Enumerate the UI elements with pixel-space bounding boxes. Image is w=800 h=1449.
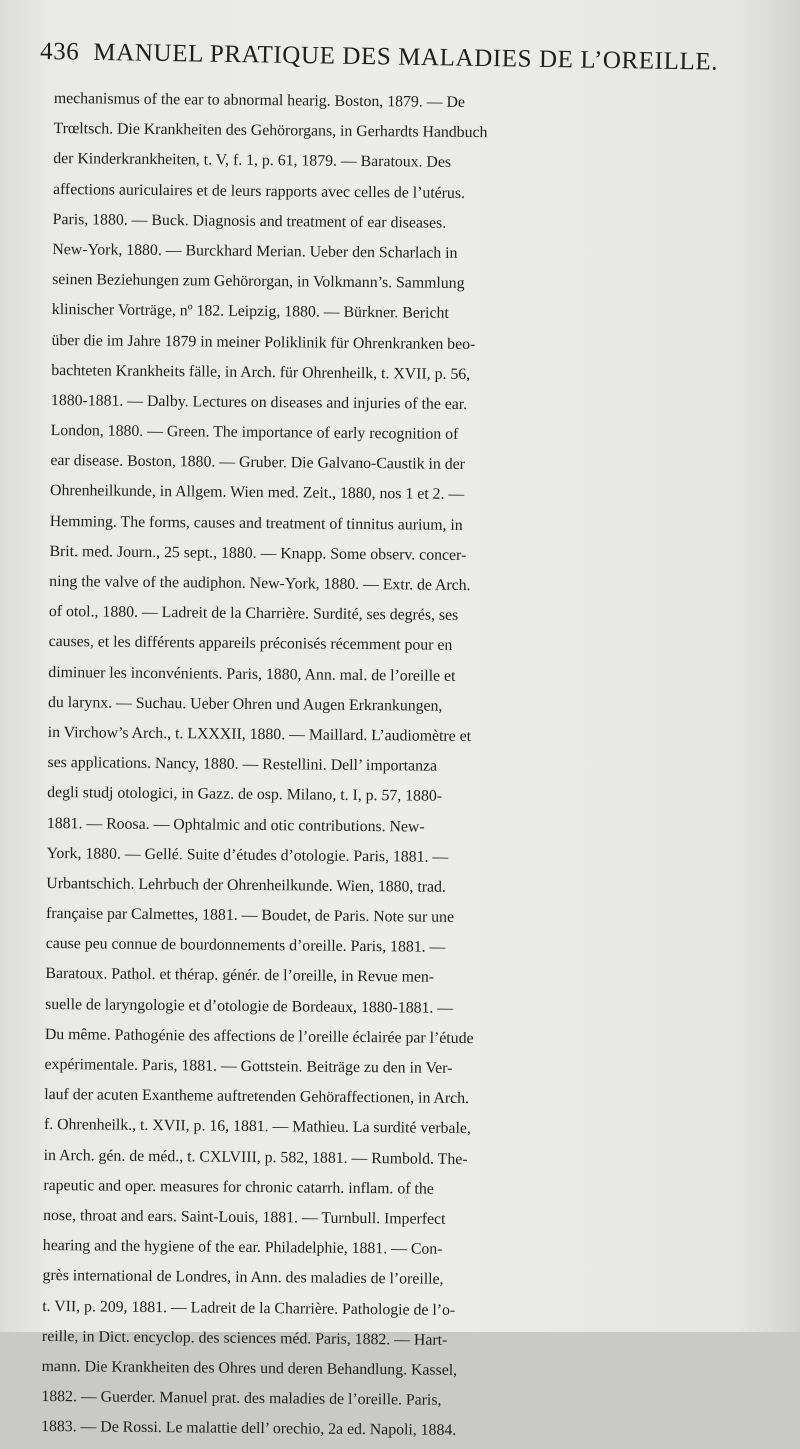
text-line: 1882. — Guerder. Manuel prat. des maladies de l’oreille. Paris, — [41, 1388, 442, 1409]
text-line: Urbantschich. Lehrbuch der Ohrenheilkunde. Wien, 1880, trad. — [46, 874, 446, 896]
text-line: Brit. med. Journ., 25 sept., 1880. — Knapp. Some observ. concer- — [49, 542, 467, 564]
text-line: ear disease. Boston, 1880. — Gruber. Die Galvano-Caustik in der — [50, 452, 466, 474]
text-line: grès international de Londres, in Ann. des maladies de l’oreille, — [42, 1267, 444, 1289]
text-line: bachteten Krankheits fälle, in Arch. für Ohrenheilk, t. XVII, p. 56, — [51, 361, 471, 383]
text-line: 1883. — De Rossi. Le malattie dell’ orechio, 2a ed. Napoli, 1884. — [41, 1418, 457, 1440]
text-line: hearing and the hygiene of the ear. Philadelphie, 1881. — Con- — [42, 1237, 443, 1258]
text-line: Paris, 1880. — Buck. Diagnosis and treatment of ear diseases. — [52, 210, 447, 232]
text-line: reille, in Dict. encyclop. des sciences méd. Paris, 1882. — Hart- — [41, 1327, 448, 1349]
text-line: nose, throat and ears. Saint-Louis, 1881. — Turnbull. Imperfect — [43, 1206, 446, 1228]
page-number: 436 — [39, 38, 80, 66]
text-line: York, 1880. — Gellé. Suite d’études d’otologie. Paris, 1881. — — [46, 844, 449, 866]
text-line: klinischer Vorträge, nº 182. Leipzig, 1880. — Bürkner. Bericht — [51, 301, 449, 323]
text-line: 1881. — Roosa. — Ophtalmic and otic contributions. New- — [46, 814, 425, 836]
bibliography-text — [41, 84, 784, 1449]
running-title: MANUEL PRATIQUE DES MALADIES DE L’OREILLE. — [93, 38, 719, 76]
text-line: 1880-1881. — Dalby. Lectures on diseases and injuries of the ear. — [50, 391, 468, 413]
text-line: t. VII, p. 209, 1881. — Ladreit de la Charrière. Pathologie de l’o- — [42, 1297, 456, 1319]
text-line: du larynx. — Suchau. Ueber Ohren und Augen Erkrankungen, — [47, 693, 443, 715]
text-line: suelle de laryngologie et d’otologie de Bordeaux, 1880-1881. — — [45, 995, 454, 1017]
text-line: der Kinderkrankheiten, t. V, f. 1, p. 61, 1879. — Baratoux. Des — [53, 150, 452, 172]
text-line: in Arch. gén. de méd., t. CXLVIII, p. 582, 1881. — Rumbold. The- — [43, 1146, 468, 1168]
text-line: Baratoux. Pathol. et thérap. génér. de l’oreille, in Revue men- — [45, 965, 435, 987]
text-line: f. Ohrenheilk., t. XVII, p. 16, 1881. — Mathieu. La surdité verbale, — [43, 1116, 471, 1138]
text-line: seinen Beziehungen zum Gehörorgan, in Volkmann’s. Sammlung — [52, 271, 465, 293]
text-line: lauf der acuten Exantheme auftretenden Gehöraffectionen, in Arch. — [44, 1086, 470, 1108]
text-line: cause peu connue de bourdonnements d’oreille. Paris, 1881. — — [45, 935, 446, 957]
text-line: Du même. Pathogénie des affections de l’oreille éclairée par l’étude — [44, 1025, 474, 1047]
text-line: Trœltsch. Die Krankheiten des Gehörorgans, in Gerhardts Handbuch — [53, 120, 488, 142]
running-header — [40, 38, 761, 89]
text-line: über die im Jahre 1879 in meiner Poliklinik für Ohrenkranken beo- — [51, 331, 476, 353]
text-line: rapeutic and oper. measures for chronic catarrh. inflam. of the — [43, 1176, 434, 1198]
text-line: causes, et les différents appareils préconisés récemment pour en — [48, 633, 453, 655]
text-line: expérimentale. Paris, 1881. — Gottstein. Beiträge zu den in Ver- — [44, 1055, 453, 1077]
text-line: of otol., 1880. — Ladreit de la Charrière. Surdité, ses degrés, ses — [48, 603, 459, 625]
text-line: London, 1880. — Green. The importance of early recognition of — [50, 422, 459, 443]
text-line: mann. Die Krankheiten des Ohres und deren Behandlung. Kassel, — [41, 1357, 458, 1379]
text-line: diminuer les inconvénients. Paris, 1880, Ann. mal. de l’oreille et — [48, 663, 456, 685]
text-line: degli studj otologici, in Gazz. de osp. Milano, t. I, p. 57, 1880- — [47, 784, 443, 806]
text-line: ses applications. Nancy, 1880. — Restellini. Dell’ importanza — [47, 754, 438, 775]
text-line: Hemming. The forms, causes and treatment of tinnitus aurium, in — [49, 512, 463, 534]
text-line: ning the valve of the audiphon. New-York, 1880. — Extr. de Arch. — [49, 572, 471, 595]
text-line: affections auriculaires et de leurs rapports avec celles de l’utérus. — [52, 180, 466, 202]
text-line: française par Calmettes, 1881. — Boudet, de Paris. Note sur une — [45, 905, 455, 926]
text-line: Ohrenheilkunde, in Allgem. Wien med. Zeit., 1880, nos 1 et 2. — — [50, 482, 465, 504]
text-line: New-York, 1880. — Burckhard Merian. Ueber den Scharlach in — [52, 240, 458, 262]
text-line: in Virchow’s Arch., t. LXXXII, 1880. — Maillard. L’audiomètre et — [47, 723, 472, 745]
text-line: mechanismus of the ear to abnormal hearig. Boston, 1879. — De — [53, 89, 465, 111]
